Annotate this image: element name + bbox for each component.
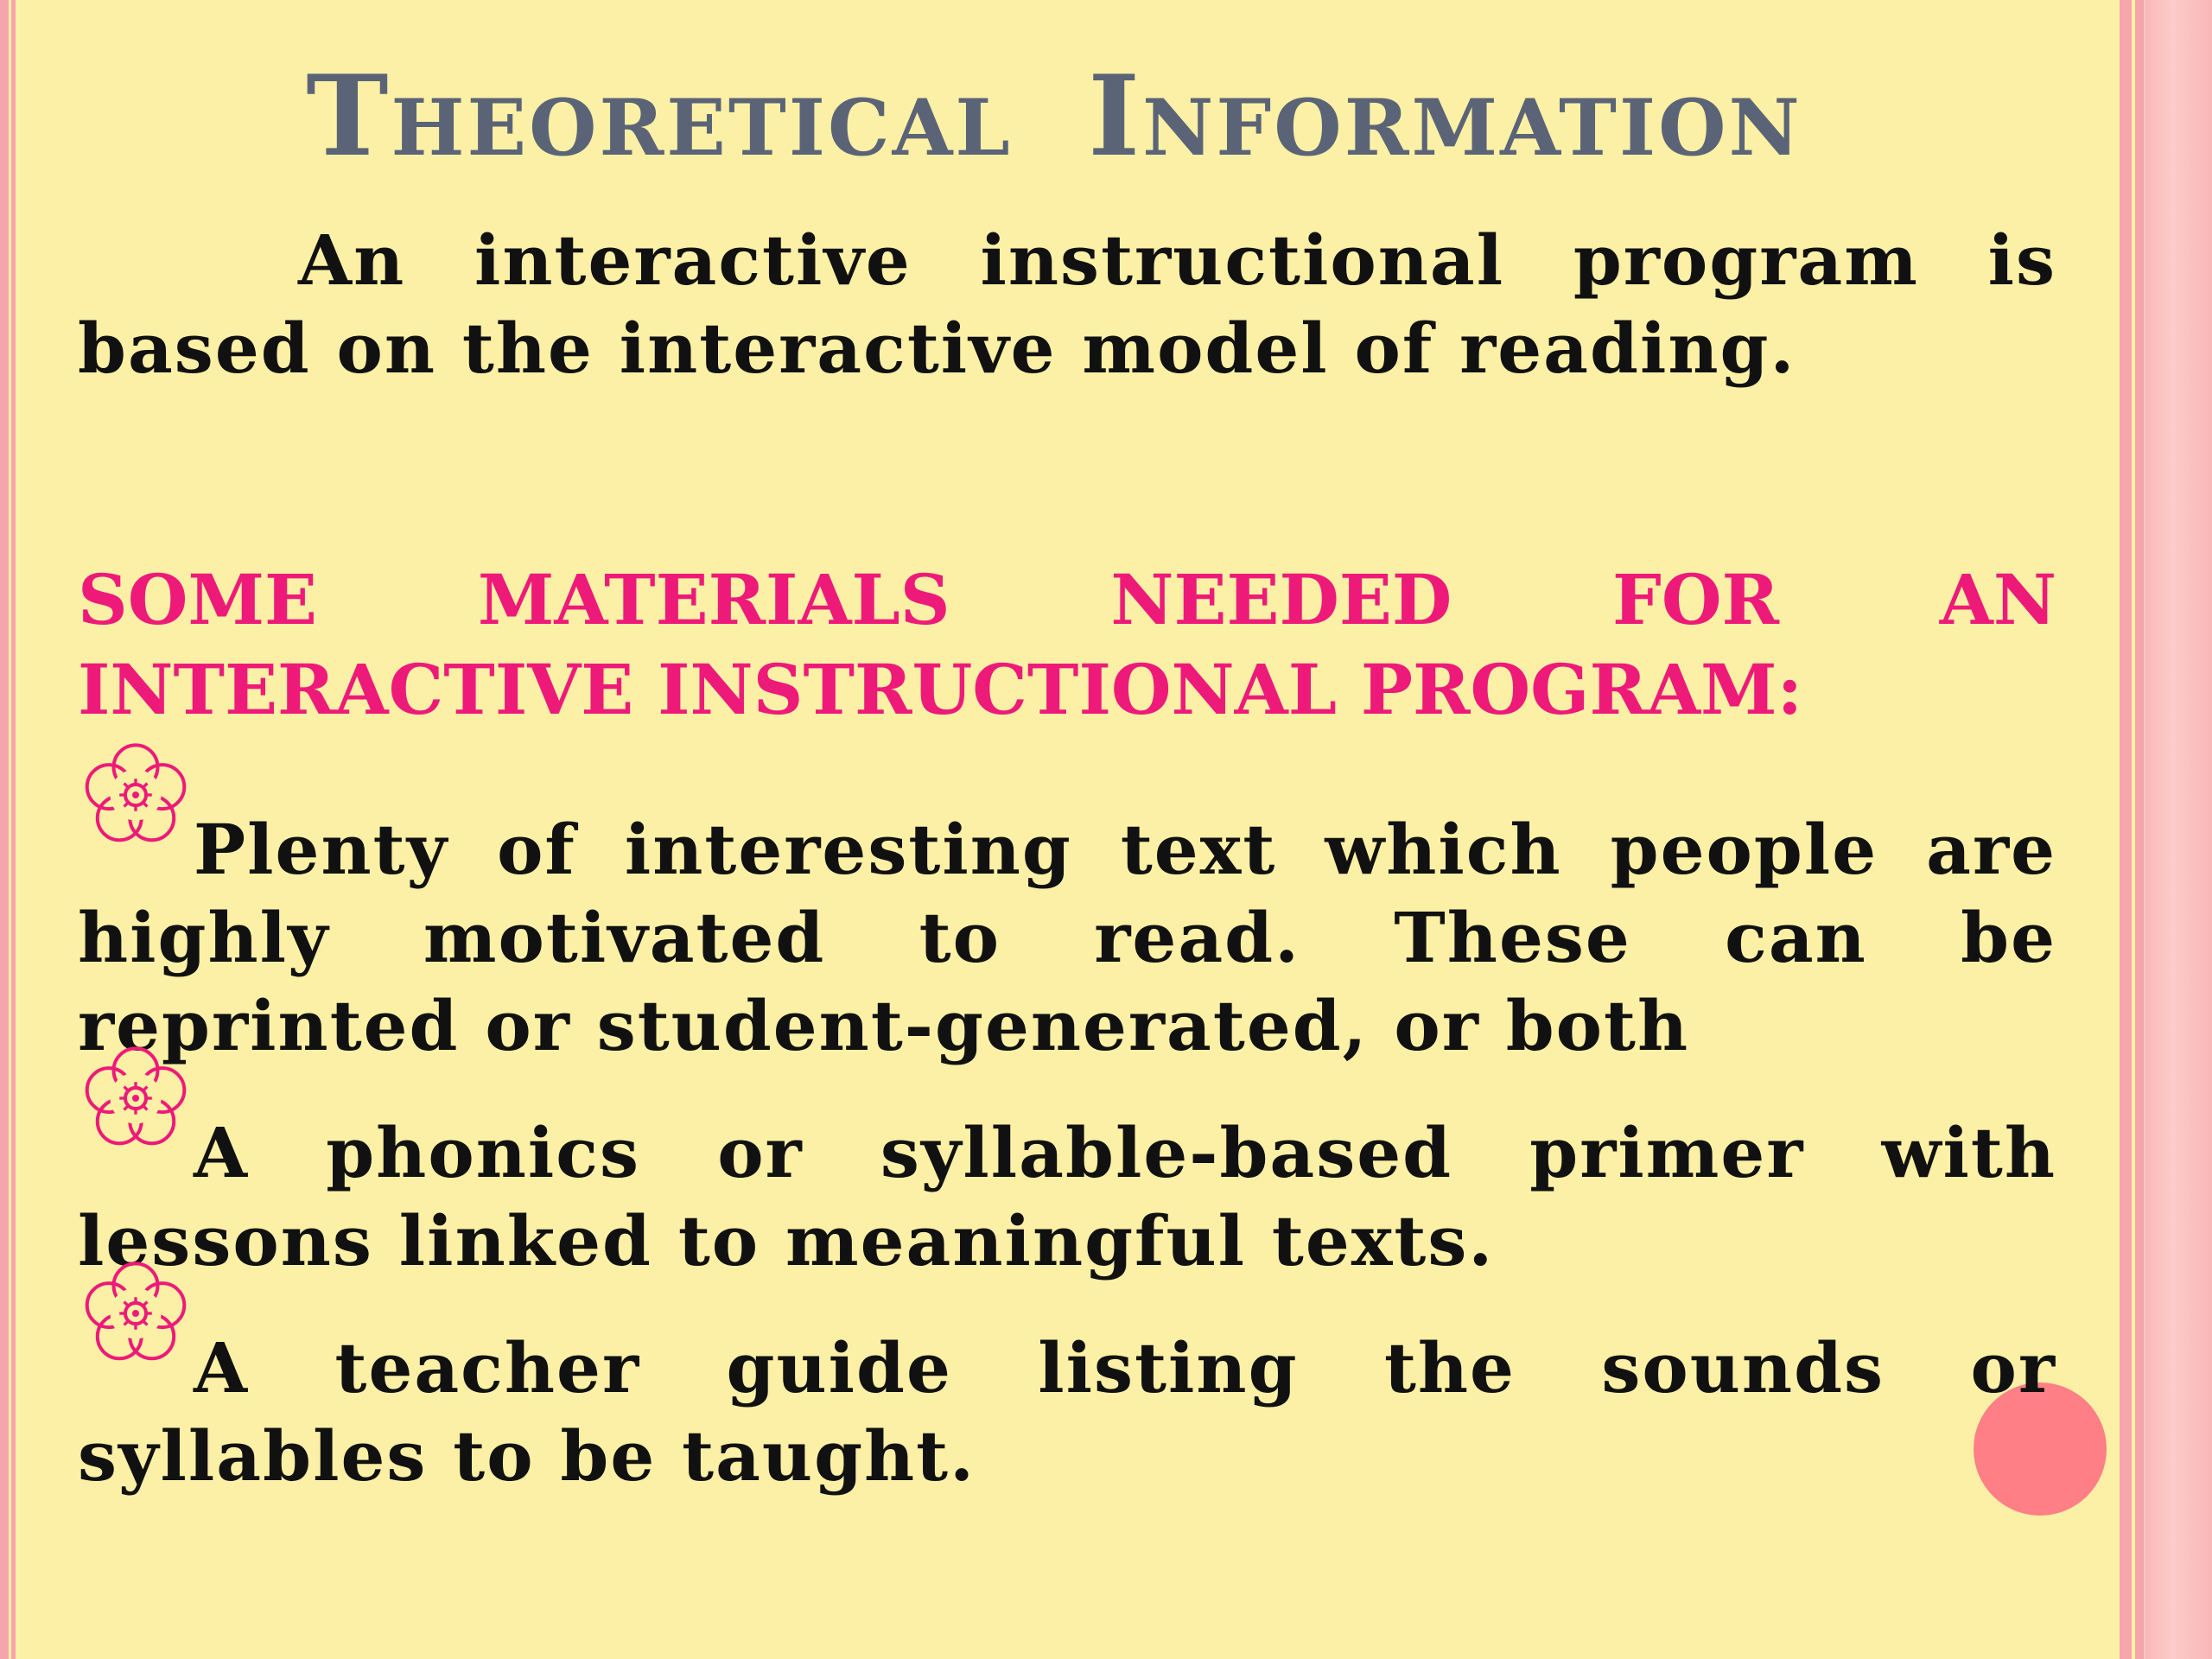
right-border-band: [2113, 0, 2212, 1659]
intro-paragraph: An interactive instructional program is based on the interactive model of reading.: [78, 219, 2056, 389]
bullet-text: A teacher guide listing the sounds or syllables to be taught.: [78, 1327, 2056, 1497]
flower-icon: [78, 1075, 194, 1170]
bullet-text: A phonics or syllable-based primer with lessons linked to meaningful texts.: [78, 1112, 2056, 1281]
bullet-item: [78, 772, 2056, 1070]
flower-icon: [78, 1290, 194, 1385]
slide-title: Theoretical Information: [306, 52, 1802, 181]
bullet-item: [78, 1075, 2056, 1285]
bullet-text: Plenty of interesting text which people are highly motivated to read. These can be reprinted or student-generated, or both: [78, 809, 2056, 1066]
materials-heading: SOME MATERIALS NEEDED FOR AN INTERACTIVE INSTRUCTIONAL PROGRAM:: [78, 559, 2056, 730]
bullet-item: [78, 1290, 2056, 1500]
flower-icon: [78, 772, 194, 867]
left-border-stripes: [0, 0, 19, 1659]
